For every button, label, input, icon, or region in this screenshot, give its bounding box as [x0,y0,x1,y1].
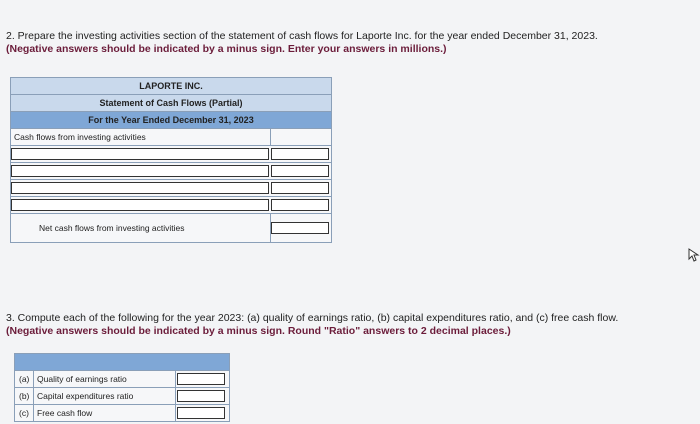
ratio-row-c [15,405,229,421]
investing-row-2 [11,163,331,180]
investing-row-4 [11,197,331,214]
column-divider [175,388,176,404]
question-3 [6,312,698,338]
statement-period-row [11,112,331,129]
investing-item-2-amount[interactable] [271,165,329,177]
investing-row-1 [11,146,331,163]
column-divider [270,129,271,145]
investing-item-1-amount[interactable] [271,148,329,160]
section-label: Cash flows from investing activities [14,132,146,142]
column-divider [175,405,176,421]
net-investing-amount[interactable] [271,222,329,234]
ratio-letter: (a) [19,374,30,384]
statement-title-row [11,95,331,112]
statement-company-row [11,78,331,95]
question-3-note: (Negative answers should be indicated by a minus sign. Round "Ratio" answers to 2 decimal places.) [6,325,511,337]
total-label: Net cash flows from investing activities [39,223,185,233]
capital-expenditures-input[interactable] [177,390,225,402]
column-divider [33,371,34,387]
investing-item-2-label[interactable] [11,165,269,177]
column-divider [33,388,34,404]
mouse-pointer-icon [688,248,700,262]
question-2-text: 2. Prepare the investing activities section of the statement of cash flows for Laporte Inc. for the year ended December 31, 2023. [6,30,598,42]
total-row [11,214,331,242]
ratio-name: Quality of earnings ratio [37,374,127,384]
statement-period: For the Year Ended December 31, 2023 [88,115,254,125]
quality-of-earnings-input[interactable] [177,373,225,385]
investing-item-3-label[interactable] [11,182,269,194]
statement-title: Statement of Cash Flows (Partial) [99,98,243,108]
investing-item-4-label[interactable] [11,199,269,211]
statement-company: LAPORTE INC. [139,81,203,91]
ratio-name: Free cash flow [37,408,93,418]
section-label-row [11,129,331,146]
ratio-row-a [15,371,229,388]
question-2 [6,30,696,56]
ratio-letter: (b) [19,391,30,401]
investing-item-3-amount[interactable] [271,182,329,194]
ratio-name: Capital expenditures ratio [37,391,134,401]
question-2-note: (Negative answers should be indicated by a minus sign. Enter your answers in millions.) [6,43,447,55]
investing-row-3 [11,180,331,197]
ratio-letter: (c) [19,408,29,418]
investing-item-4-amount[interactable] [271,199,329,211]
question-3-text: 3. Compute each of the following for the year 2023: (a) quality of earnings ratio, (b) capital expenditures ratio, and (c) free cash flow. [6,312,619,324]
column-divider [175,371,176,387]
cash-flow-statement-table [10,77,332,243]
ratio-table [14,353,230,422]
investing-item-1-label[interactable] [11,148,269,160]
ratio-row-b [15,388,229,405]
free-cash-flow-input[interactable] [177,407,225,419]
ratio-table-header [15,354,229,371]
column-divider [33,405,34,421]
